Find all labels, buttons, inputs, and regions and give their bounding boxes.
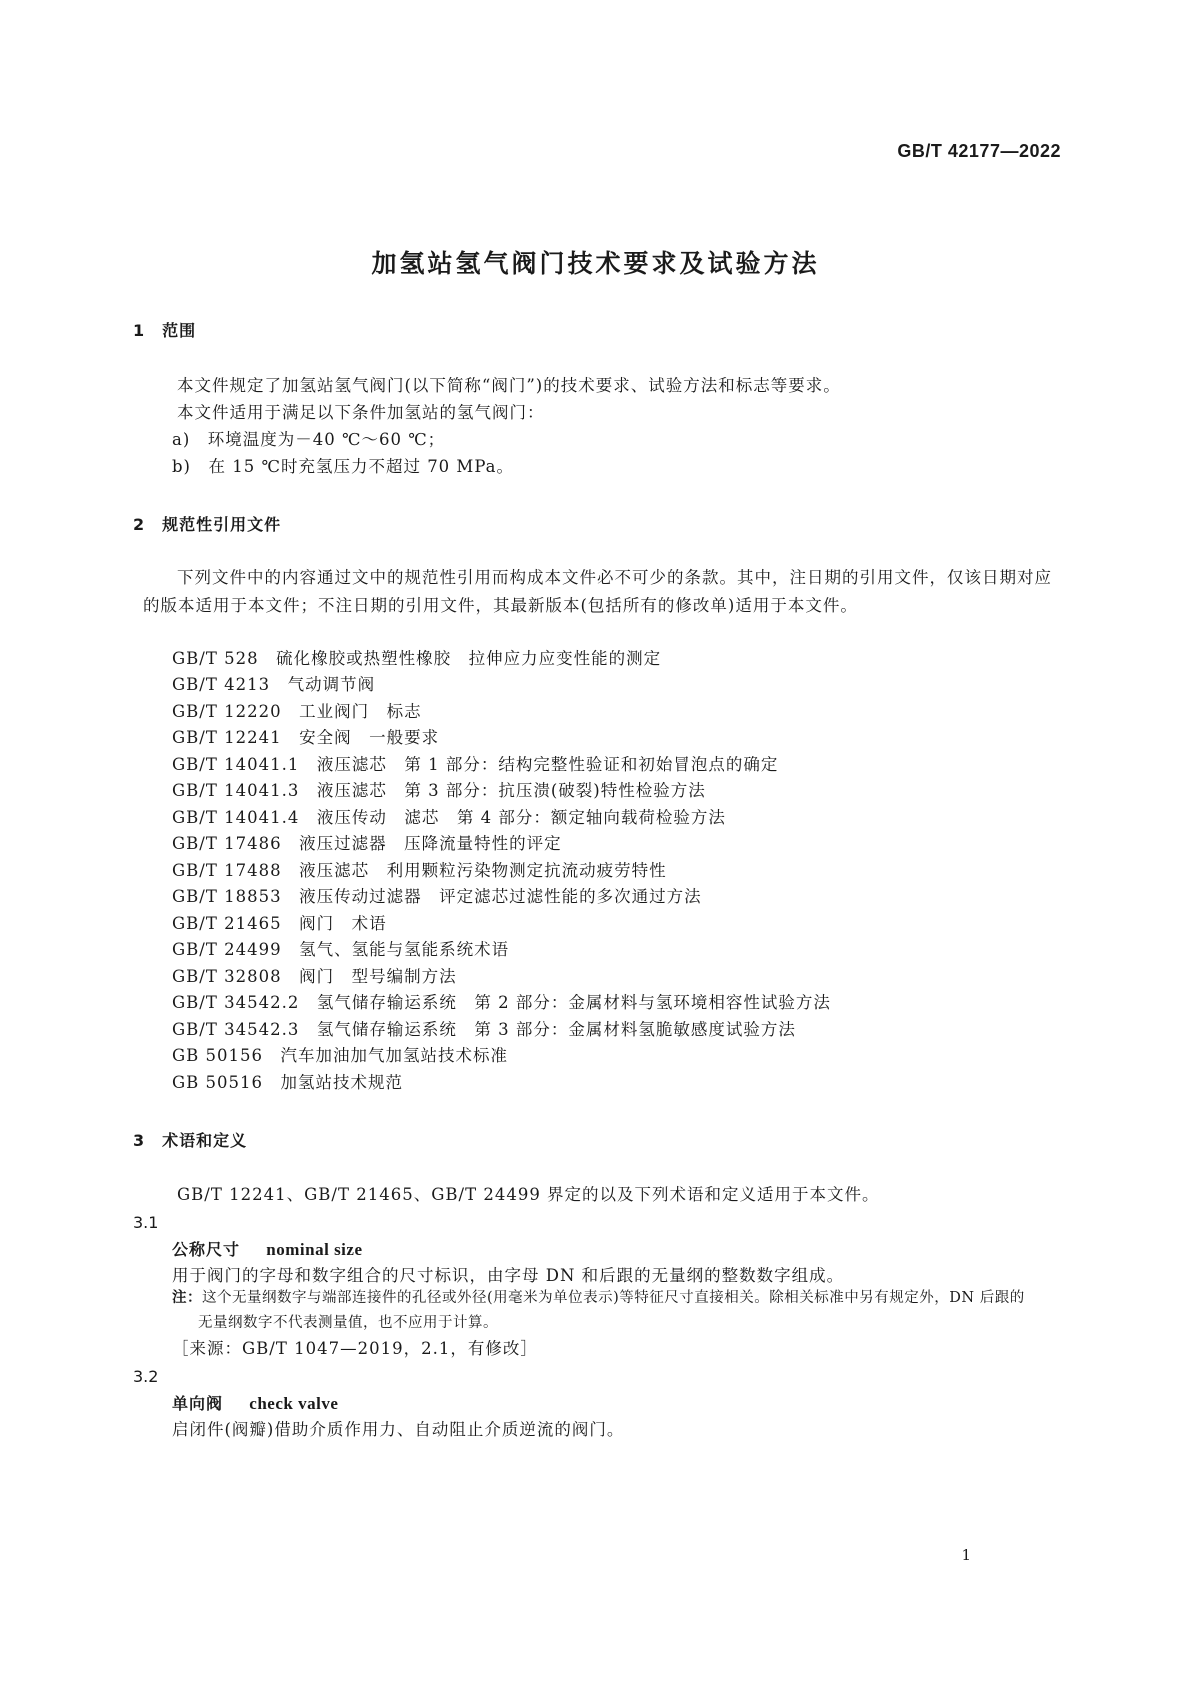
term-3-1-source: ［来源：GB/T 1047—2019，2.1，有修改］ xyxy=(172,1339,538,1358)
list-item-b: b) 在 15 ℃时充氢压力不超过 70 MPa。 xyxy=(172,457,515,476)
reference-item: GB/T 4213 气动调节阀 xyxy=(172,675,376,694)
section-1-paragraph-1: 本文件规定了加氢站氢气阀门(以下简称“阀门”)的技术要求、试验方法和标志等要求。 xyxy=(177,376,841,395)
reference-item: GB/T 14041.4 液压传动 滤芯 第 4 部分：额定轴向载荷检验方法 xyxy=(172,808,726,827)
section-1-heading: 1 范围 xyxy=(133,321,197,340)
section-3-intro: GB/T 12241、GB/T 21465、GB/T 24499 界定的以及下列术语和定义适用于本文件。 xyxy=(177,1185,880,1204)
reference-item: GB/T 34542.3 氢气储存输运系统 第 3 部分：金属材料氢脆敏感度试验方法 xyxy=(172,1020,796,1039)
reference-item: GB/T 12241 安全阀 一般要求 xyxy=(172,728,440,747)
document-id: GB/T 42177—2022 xyxy=(897,141,1061,161)
reference-item: GB/T 17488 液压滤芯 利用颗粒污染物测定抗流动疲劳特性 xyxy=(172,861,667,880)
note-text: 这个无量纲数字与端部连接件的孔径或外径(用毫米为单位表示)等特征尺寸直接相关。除相关标准中另有规定外，DN 后跟的无量纲数字不代表测量值，也不应用于计算。 xyxy=(198,1290,1025,1331)
section-2-heading: 2 规范性引用文件 xyxy=(133,515,282,534)
term-3-1-number: 3.1 xyxy=(133,1213,159,1232)
reference-item: GB/T 12220 工业阀门 标志 xyxy=(172,702,422,721)
section-1-paragraph-2: 本文件适用于满足以下条件加氢站的氢气阀门： xyxy=(177,403,545,422)
reference-item: GB/T 14041.3 液压滤芯 第 3 部分：抗压溃(破裂)特性检验方法 xyxy=(172,781,706,800)
reference-item: GB/T 32808 阀门 型号编制方法 xyxy=(172,967,457,986)
reference-item: GB/T 21465 阀门 术语 xyxy=(172,914,387,933)
term-3-2-title xyxy=(172,1391,338,1414)
page-number: 1 xyxy=(961,1546,971,1564)
reference-item: GB/T 17486 液压过滤器 压降流量特性的评定 xyxy=(172,834,562,853)
note-label: 注： xyxy=(172,1290,202,1306)
section-2-intro: 下列文件中的内容通过文中的规范性引用而构成本文件必不可少的条款。其中，注日期的引用文件，仅该日期对应的版本适用于本文件；不注日期的引用文件，其最新版本(包括所有的修改单)适用于本文件。 xyxy=(143,568,1052,615)
term-3-1-note xyxy=(172,1286,1028,1336)
page-title: 加氢站氢气阀门技术要求及试验方法 xyxy=(371,249,820,278)
list-item-a: a) 环境温度为－40 ℃～60 ℃； xyxy=(172,430,446,449)
reference-item: GB/T 14041.1 液压滤芯 第 1 部分：结构完整性验证和初始冒泡点的确定 xyxy=(172,755,779,774)
term-3-2-zh: 单向阀 xyxy=(172,1394,224,1413)
reference-item: GB/T 18853 液压传动过滤器 评定滤芯过滤性能的多次通过方法 xyxy=(172,887,702,906)
reference-item: GB 50156 汽车加油加气加氢站技术标准 xyxy=(172,1046,509,1065)
section-3-heading: 3 术语和定义 xyxy=(133,1131,248,1150)
reference-item: GB/T 34542.2 氢气储存输运系统 第 2 部分：金属材料与氢环境相容性试验方法 xyxy=(172,993,831,1012)
reference-item: GB/T 528 硫化橡胶或热塑性橡胶 拉伸应力应变性能的测定 xyxy=(172,649,662,668)
term-3-1-title xyxy=(172,1237,363,1260)
term-3-1-zh: 公称尺寸 xyxy=(172,1240,241,1259)
reference-item: GB 50516 加氢站技术规范 xyxy=(172,1073,404,1092)
term-3-2-number: 3.2 xyxy=(133,1367,159,1386)
term-3-2-en: check valve xyxy=(249,1394,339,1413)
reference-item: GB/T 24499 氢气、氢能与氢能系统术语 xyxy=(172,940,510,959)
term-3-1-en: nominal size xyxy=(266,1240,363,1259)
term-3-1-definition: 用于阀门的字母和数字组合的尺寸标识，由字母 DN 和后跟的无量纲的整数数字组成。 xyxy=(172,1266,845,1285)
term-3-2-definition: 启闭件(阀瓣)借助介质作用力、自动阻止介质逆流的阀门。 xyxy=(172,1420,625,1439)
